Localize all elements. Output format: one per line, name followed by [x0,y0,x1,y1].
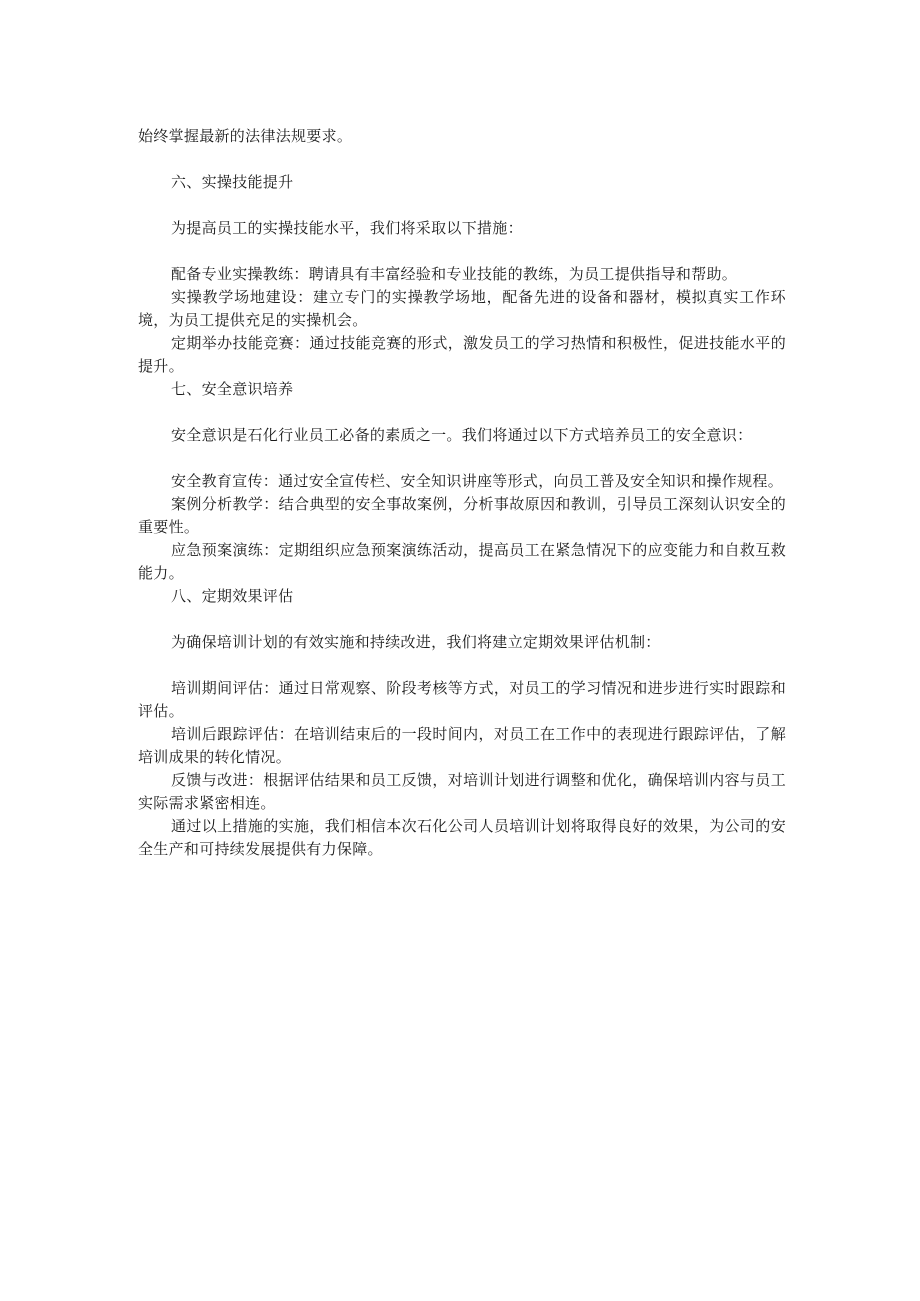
section-heading-6: 六、实操技能提升 [171,173,294,191]
body-paragraph: 配备专业实操教练：聘请具有丰富经验和专业技能的教练，为员工提供指导和帮助。 [171,265,738,283]
section-intro-7: 安全意识是石化行业员工必备的素质之一。我们将通过以下方式培养员工的安全意识： [171,426,753,444]
body-paragraph: 培训后跟踪评估：在培训结束后的一段时间内，对员工在工作中的表现进行跟踪评估，了解培训成果的转化情况。 [138,725,786,766]
body-paragraph: 安全教育宣传：通过安全宣传栏、安全知识讲座等形式，向员工普及安全知识和操作规程。 [171,472,784,490]
section-intro-6: 为提高员工的实操技能水平，我们将采取以下措施： [171,219,523,237]
section-heading-8: 八、定期效果评估 [171,587,294,605]
section-intro-8: 为确保培训计划的有效实施和持续改进，我们将建立定期效果评估机制： [171,633,661,651]
body-paragraph: 应急预案演练：定期组织应急预案演练活动，提高员工在紧急情况下的应变能力和自救互救能力。 [138,541,786,582]
paragraph-gap [138,654,786,677]
paragraph-gap [138,447,786,470]
body-paragraph: 培训期间评估：通过日常观察、阶段考核等方式，对员工的学习情况和进步进行实时跟踪和评估。 [138,679,786,720]
continuation-paragraph: 始终掌握最新的法律法规要求。 [138,127,353,145]
body-paragraph: 案例分析教学：结合典型的安全事故案例，分析事故原因和教训，引导员工深刻认识安全的重要性。 [138,495,786,536]
body-paragraph: 反馈与改进：根据评估结果和员工反馈，对培训计划进行调整和优化，确保培训内容与员工实际需求紧密相连。 [138,771,786,812]
body-paragraph: 实操教学场地建设：建立专门的实操教学场地，配备先进的设备和器材，模拟真实工作环境，为员工提供充足的实操机会。 [138,288,786,329]
body-paragraph: 定期举办技能竞赛：通过技能竞赛的形式，激发员工的学习热情和积极性，促进技能水平的提升。 [138,334,786,375]
conclusion-paragraph: 通过以上措施的实施，我们相信本次石化公司人员培训计划将取得良好的效果，为公司的安全生产和可持续发展提供有力保障。 [138,817,786,858]
paragraph-gap [138,240,786,263]
paragraph-gap [138,194,786,217]
document-body [138,125,786,861]
paragraph-gap [138,608,786,631]
section-heading-7: 七、安全意识培养 [171,380,294,398]
paragraph-gap [138,401,786,424]
paragraph-gap [138,148,786,171]
